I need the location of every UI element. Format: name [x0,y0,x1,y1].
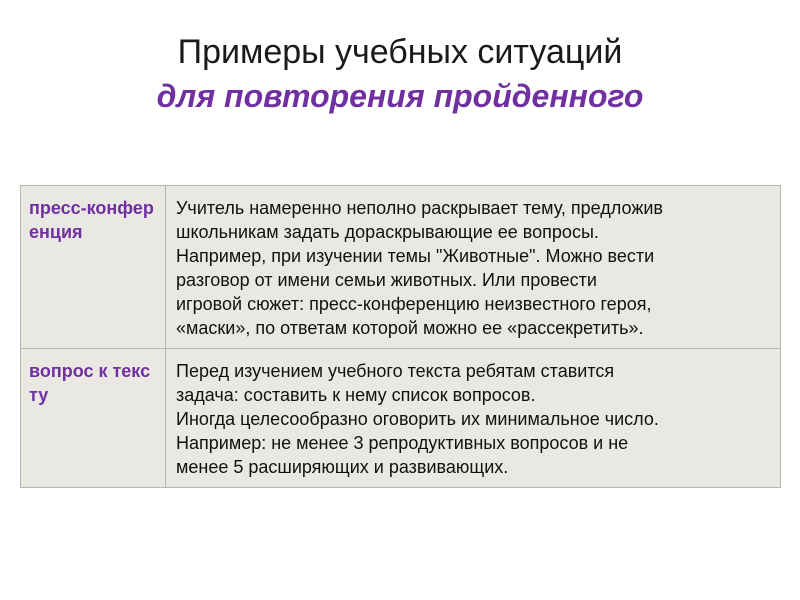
description-line: Перед изучением учебного текста ребятам ставится [176,361,615,381]
description-line: Учитель намеренно неполно раскрывает тему, предложив [176,198,663,218]
description-cell-question-to-text [166,349,781,488]
slide-title [0,30,800,118]
description-line: Например, при изучении темы "Животные". Можно вести [176,246,655,266]
description-line: игровой сюжет: пресс-конференцию неизвестного героя, [176,294,652,314]
description-line: разговор от имени семьи животных. Или провести [176,270,597,290]
description-line: Иногда целесообразно оговорить их минимальное число. [176,409,659,429]
term-cell-question-to-text: вопрос к тексту [21,349,166,488]
situations-table [20,185,781,488]
title-main: Примеры учебных ситуаций [177,33,623,71]
description-cell-press-conference [166,186,781,349]
description-line: «маски», по ответам которой можно ее «рассекретить». [176,318,644,338]
table-row [21,349,781,488]
term-cell-press-conference: пресс-конференция [21,186,166,349]
description-line: Например: не менее 3 репродуктивных вопросов и не [176,433,629,453]
title-subtitle: для повторения пройденного [156,78,644,114]
description-line: задача: составить к нему список вопросов. [176,385,536,405]
description-line: менее 5 расширяющих и развивающих. [176,457,509,477]
description-line: школьникам задать дораскрывающие ее вопросы. [176,222,599,242]
table-row [21,186,781,349]
